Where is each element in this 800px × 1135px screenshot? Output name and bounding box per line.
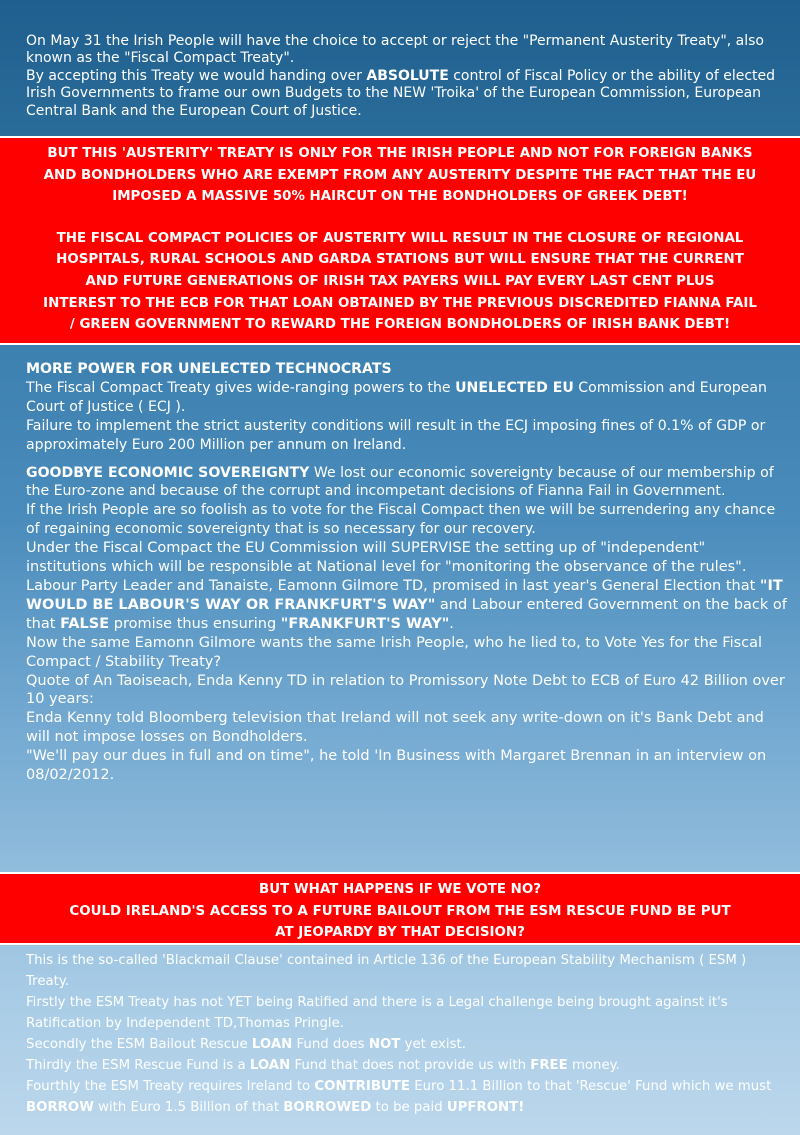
sovereignty-paragraph-5: Now the same Eamonn Gilmore wants the same Irish People, who he lied to, to Vote Yes for the Fiscal Compact / Stability Treaty? [26, 634, 763, 670]
technocrats-p1-text-end: Commission and European Court of Justice ( ECJ ). [26, 379, 767, 415]
intro-paragraph-2 [26, 68, 788, 120]
sovereignty-paragraph-1 [26, 464, 788, 502]
esm-block [0, 950, 800, 1118]
p4-text-a: Labour Party Leader and Tanaiste, Eamonn Gilmore TD, promised in last year's General Election that [26, 577, 760, 594]
esm-paragraph-1: This is the so-called 'Blackmail Clause' contained in Article 136 of the European Stability Mechanism ( ESM ) Treaty. [26, 953, 747, 989]
technocrats-paragraph-1 [26, 379, 788, 417]
intro-p2-text: By accepting this Treaty we would handing over [26, 67, 367, 84]
esm-p5-d: BORROW [26, 1100, 94, 1115]
section-spacer [26, 455, 788, 464]
intro-p2-bold: ABSOLUTE [366, 67, 449, 84]
technocrats-p1-text: The Fiscal Compact Treaty gives wide-ranging powers to the [26, 379, 456, 396]
banner-1-line-4: THE FISCAL COMPACT POLICIES OF AUSTERITY WILL RESULT IN THE CLOSURE OF REGIONAL [56, 230, 744, 246]
austerity-warning-banner [0, 136, 800, 345]
sovereignty-p1-text: We lost our economic sovereignty because of our membership of the Euro-zone and because of the corrupt and incompetant decisions of Fianna Fail in Government. [26, 464, 774, 500]
banner-1-line-3: IMPOSED A MASSIVE 50% HAIRCUT ON THE BONDHOLDERS OF GREEK DEBT! [112, 189, 688, 205]
banner-1-line-6: AND FUTURE GENERATIONS OF IRISH TAX PAYERS WILL PAY EVERY LAST CENT PLUS [85, 273, 715, 289]
p4-text-g: . [449, 615, 454, 632]
esm-p4-a: Thirdly the ESM Rescue Fund is a [26, 1058, 250, 1073]
intro-p2-text-end: control of Fiscal Policy or the ability of elected Irish Governments to frame our own Budgets to the NEW 'Troika' of the European Commission, European Central Bank and the European Court of Justice. [26, 67, 776, 119]
sovereignty-paragraph-2: If the Irish People are so foolish as to vote for the Fiscal Compact then we will be surrendering any chance of regaining economic sovereignty that is so necessary for our recovery. [26, 502, 776, 538]
p4-text-e: promise thus ensuring [109, 615, 281, 632]
esm-p5-e: with Euro 1.5 Billion of that [93, 1100, 284, 1115]
esm-paragraph-3 [26, 1034, 788, 1055]
sovereignty-paragraph-7: Enda Kenny told Bloomberg television that Ireland will not seek any write-down on it's Bank Debt and will not impose losses on Bondholders. [26, 710, 764, 746]
technocrats-heading-text: MORE POWER FOR UNELECTED TECHNOCRATS [26, 361, 392, 377]
banner-1-line-1: BUT THIS 'AUSTERITY' TREATY IS ONLY FOR THE IRISH PEOPLE AND NOT FOR FOREIGN BANKS [47, 146, 753, 161]
esm-section [0, 950, 800, 1118]
technocrats-block [0, 360, 800, 785]
banner-1-line-8: / GREEN GOVERNMENT TO REWARD THE FOREIGN BONDHOLDERS OF IRISH BANK DEBT! [69, 317, 731, 333]
esm-paragraph-2: Firstly the ESM Treaty has not YET being Ratified and there is a Legal challenge being brought against it's Ratification by Independent TD,Thomas Pringle. [26, 995, 728, 1031]
p4-bold-d: FALSE [60, 615, 110, 632]
sovereignty-paragraph-3: Under the Fiscal Compact the EU Commission will SUPERVISE the setting up of "independent" institutions which will be responsible at National level for "monitoring the observance of the rules". [26, 540, 747, 576]
esm-p5-c: Euro 11.1 Billion to that 'Rescue' Fund which we must [409, 1079, 772, 1094]
banner-2-line-1: BUT WHAT HAPPENS IF WE VOTE NO? [258, 882, 541, 897]
banner-1-line-7: INTEREST TO THE ECB FOR THAT LOAN OBTAINED BY THE PREVIOUS DISCREDITED FIANNA FAIL [43, 295, 757, 311]
esm-p3-d: NOT [368, 1037, 401, 1052]
p4-bold-b: "IT WOULD BE LABOUR'S WAY OR FRANKFURT'S WAY" [26, 577, 783, 613]
intro-section [0, 33, 800, 120]
esm-p3-a: Secondly the ESM Bailout Rescue [26, 1037, 252, 1052]
banner-2-line-2: COULD IRELAND'S ACCESS TO A FUTURE BAILOUT FROM THE ESM RESCUE FUND BE PUT [69, 903, 731, 919]
esm-p4-b: LOAN [249, 1058, 291, 1073]
esm-p3-c: Fund does [292, 1037, 369, 1052]
sovereignty-heading: GOODBYE ECONOMIC SOVEREIGNTY [26, 464, 310, 481]
intro-paragraph-1: On May 31 the Irish People will have the choice to accept or reject the "Permanent Austerity Treaty", also known as the "Fiscal Compact Treaty". [26, 33, 764, 67]
esm-p5-a: Fourthly the ESM Treaty requires Ireland to [26, 1079, 315, 1094]
banner-1-line-2: AND BONDHOLDERS WHO ARE EXEMPT FROM ANY AUSTERITY DESPITE THE FACT THAT THE EU [43, 167, 757, 183]
esm-p3-e: yet exist. [400, 1037, 466, 1052]
banner-1-gap [0, 208, 800, 228]
esm-p5-h: UPFRONT! [446, 1100, 525, 1115]
technocrats-heading [26, 360, 788, 379]
technocrats-p1-bold: UNELECTED EU [455, 379, 574, 396]
esm-p4-e: money. [567, 1058, 620, 1073]
esm-p5-b: CONTRIBUTE [314, 1079, 410, 1094]
banner-2-line-3: AT JEOPARDY BY THAT DECISION? [275, 925, 525, 941]
vote-no-banner [0, 872, 800, 945]
esm-p5-g: to be paid [371, 1100, 447, 1115]
esm-p3-b: LOAN [251, 1037, 293, 1052]
middle-section [0, 360, 800, 785]
esm-p4-c: Fund that does not provide us with [290, 1058, 531, 1073]
p4-bold-f: "FRANKFURT'S WAY" [280, 615, 450, 632]
sovereignty-paragraph-4 [26, 577, 788, 634]
esm-p4-d: FREE [530, 1058, 568, 1073]
p4-text-c: and Labour entered Government on the back of that [26, 596, 787, 632]
technocrats-paragraph-2: Failure to implement the strict austerity conditions will result in the ECJ imposing fines of 0.1% of GDP or approximately Euro 200 Million per annum on Ireland. [26, 417, 766, 453]
banner-1-line-5: HOSPITALS, RURAL SCHOOLS AND GARDA STATIONS BUT WILL ENSURE THAT THE CURRENT [56, 252, 744, 268]
esm-p5-f: BORROWED [283, 1100, 372, 1115]
sovereignty-paragraph-8: "We'll pay our dues in full and on time", he told 'In Business with Margaret Brennan in an interview on 08/02/2012. [26, 748, 767, 784]
esm-paragraph-5 [26, 1076, 788, 1118]
esm-paragraph-4 [26, 1055, 788, 1076]
sovereignty-paragraph-6: Quote of An Taoiseach, Enda Kenny TD in relation to Promissory Note Debt to ECB of Euro 42 Billion over 10 years: [26, 672, 785, 708]
